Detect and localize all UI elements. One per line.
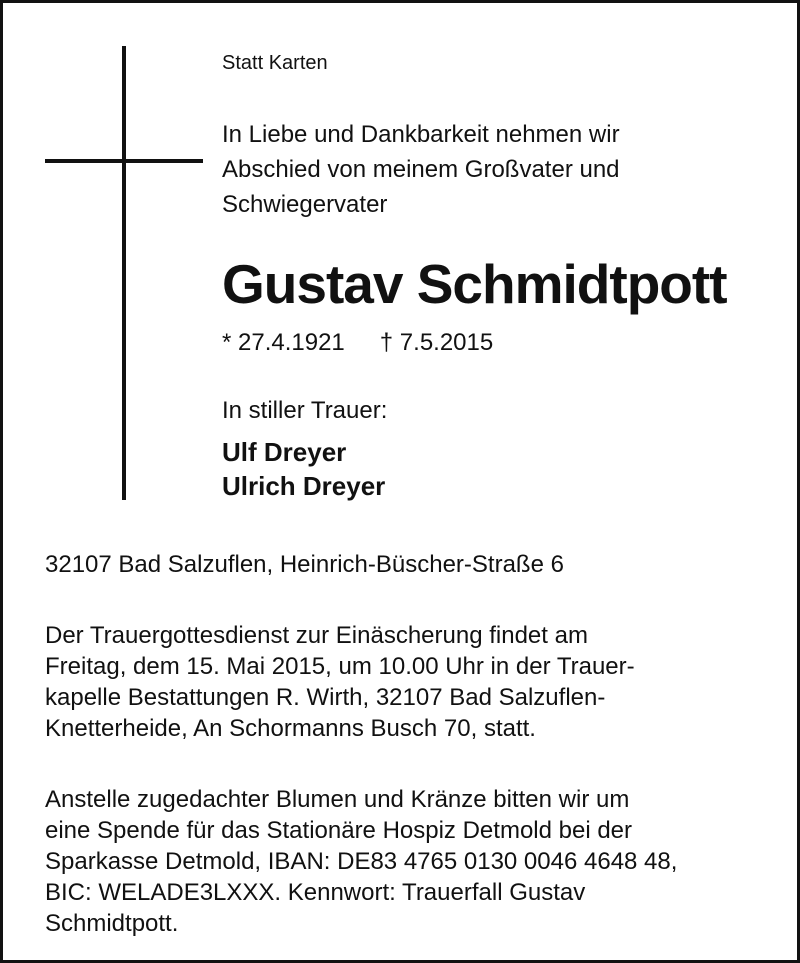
intro-line: Abschied von meinem Großvater und [222, 156, 620, 183]
intro-line: In Liebe und Dankbarkeit nehmen wir [222, 121, 620, 148]
donation-paragraph [45, 784, 765, 939]
address: 32107 Bad Salzuflen, Heinrich-Büscher-Straße 6 [45, 551, 564, 578]
service-paragraph [45, 620, 765, 744]
mourning-label: In stiller Trauer: [222, 397, 388, 424]
death-date: † 7.5.2015 [379, 329, 494, 356]
donation-line: Schmidtpott. [45, 910, 179, 937]
mourner-list [222, 435, 385, 503]
intro-line: Schwiegervater [222, 191, 388, 218]
mourner-name: Ulf Dreyer [222, 437, 347, 467]
life-dates [222, 328, 493, 358]
donation-line: Sparkasse Detmold, IBAN: DE83 4765 0130 0046 4648 48, [45, 848, 678, 875]
donation-line: BIC: WELADE3LXXX. Kennwort: Trauerfall Gustav [45, 879, 586, 906]
deceased-name: Gustav Schmidtpott [222, 253, 727, 315]
service-line: Der Trauergottesdienst zur Einäscherung findet am [45, 622, 588, 649]
service-line: Knetterheide, An Schormanns Busch 70, statt. [45, 715, 536, 742]
service-line: kapelle Bestattungen R. Wirth, 32107 Bad Salzuflen- [45, 684, 606, 711]
mourner-name: Ulrich Dreyer [222, 471, 386, 501]
donation-line: eine Spende für das Stationäre Hospiz Detmold bei der [45, 817, 633, 844]
service-line: Freitag, dem 15. Mai 2015, um 10.00 Uhr in der Trauer- [45, 653, 635, 680]
header-text: Statt Karten [222, 52, 328, 74]
donation-line: Anstelle zugedachter Blumen und Kränze bitten wir um [45, 786, 630, 813]
birth-date: * 27.4.1921 [222, 329, 345, 356]
cross-vertical-bar [122, 46, 126, 500]
intro-text [222, 117, 742, 222]
cross-horizontal-bar [45, 159, 203, 163]
